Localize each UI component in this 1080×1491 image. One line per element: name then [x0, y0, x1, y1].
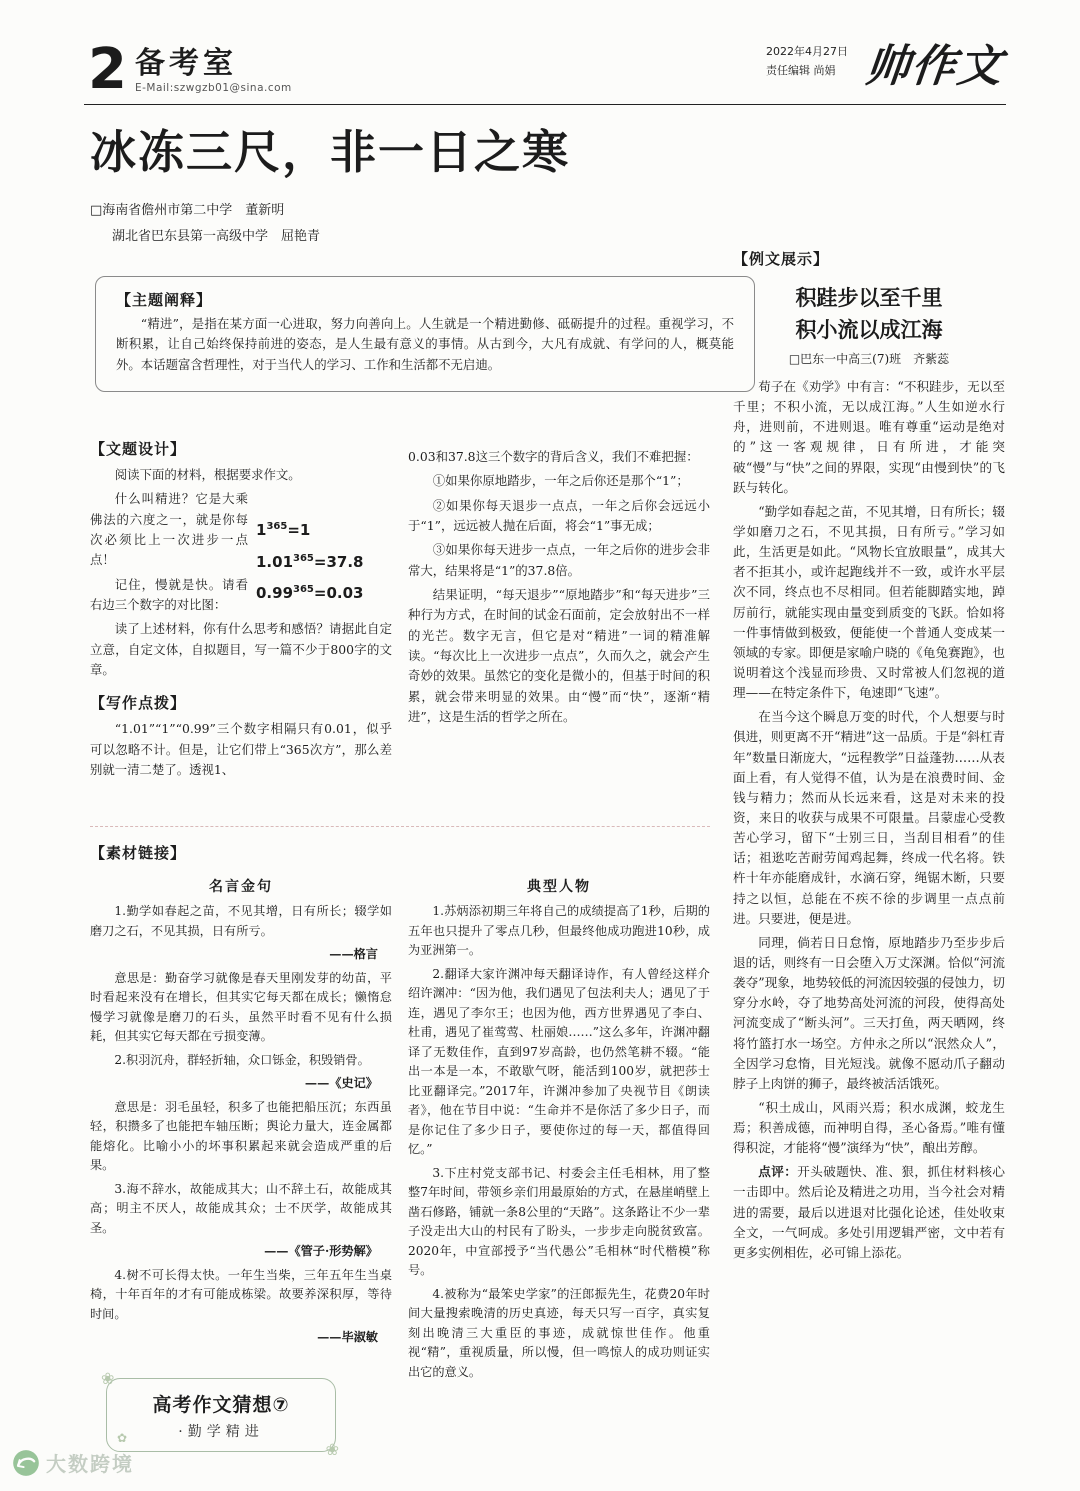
flower-icon: ✿ — [117, 1431, 128, 1445]
quote-source: ——毕淑敏 — [317, 1330, 378, 1345]
quote-source: ——《史记》 — [304, 1076, 378, 1091]
prompt-design-column — [90, 438, 392, 784]
essay-paragraph: 同理，倘若日日怠惰，原地踏步乃至步步后退的话，则终有一日会堕入万丈深渊。恰似“河流袭夺”现象，地势较低的河流因较强的侵蚀力，切穿分水岭，夺了地势高处河流的河段，使得高处河流变成了“断头河”。三天打鱼，两天晒网，终将竹篮打水一场空。方仲永之所以“泯然众人”，全因学习怠惰，目光短浅。就像不愿动爪子翻动脖子上肉饼的狮子，最终被活活饿死。 — [733, 934, 1005, 1091]
formula-result: =37.8 — [313, 552, 364, 571]
design-paragraph: 读了上述材料，你有什么思考和感悟？请据此自定立意，自定文体，自拟题目，写一篇不少于800字的文章。 — [90, 621, 392, 678]
author-line: □海南省儋州市第二中学 董新明 — [90, 203, 285, 218]
author-line: 湖北省巴东县第一高级中学 屈艳青 — [112, 229, 321, 244]
analysis-item: ②如果你每天退步一点点，一年之后你会远远小于“1”，远远被人抛在后面，将会“1”事无成； — [408, 497, 710, 534]
quote-meaning: 意思是：勤奋学习就像是春天里刚发芽的幼苗，平时看起来没有在增长，但其实它每天都在成长；懒惰怠慢学习就像是磨刀的石头，虽然平时看不见有什么损耗，但其实它每天都在亏损变薄。 — [90, 970, 392, 1044]
formula-stack — [256, 489, 392, 610]
page-number: 2 — [88, 37, 127, 103]
formula-row — [256, 578, 392, 610]
comment-label: 点评： — [758, 1164, 798, 1180]
quote-source: ——《管子·形势解》 — [264, 1244, 378, 1259]
section-header — [88, 37, 292, 103]
quote-source: ——格言 — [329, 947, 378, 962]
formula-row — [256, 547, 392, 579]
essay-paragraph: “勤学如春起之苗，不见其增，日有所长；辍学如磨刀之石，不见其损，日有所亏。”学习如此，生活更是如此。“风物长宜放眼量”，成其大者不拒其小，或许起跑线并不一致，或许水平层次不同，终点也不尽相同。但若能脚踏实地，踔厉前行，就能实现由量变到质变的飞跃。恰如将一件事情做到极致，便能使一个普通人变成某一领域的专家。即便是家喻户晓的《龟兔赛跑》，也说明着这个浅显而珍贵、又时常被人们忽视的道理——在特定条件下，龟速即“飞速”。 — [733, 503, 1005, 701]
theme-explanation-box — [95, 276, 755, 392]
essay-author: □巴东一中高三(7)班 齐紫蕊 — [788, 352, 950, 366]
quote-meaning: 意思是：羽毛虽轻，积多了也能把船压沉；东西虽轻，积攒多了也能把车轴压断；舆论力量大，连金属都能熔化。比喻小小的坏事积累起来就会造成严重的后果。 — [90, 1099, 392, 1173]
masthead-logo: 帅作文 — [862, 41, 1007, 92]
quote-item: 2.积羽沉舟，群轻折轴，众口铄金，积毁销骨。 — [114, 1052, 370, 1067]
brand-logo-icon — [12, 1449, 40, 1477]
formula-row — [256, 515, 392, 547]
formula-exponent: 365 — [293, 584, 314, 596]
pointer-body: “1.01”“1”“0.99”三个数字相隔只有0.01，似乎可以忽略不计。但是，让它们带上“365次方”，那么差别就一清二楚了。透视1、 — [90, 721, 392, 778]
essay-title-line: 积小流以成江海 — [795, 317, 943, 342]
comment-body: 开头破题快、准、狠，抓住材料核心一击即中。然后论及精进之功用，当今社会对精进的需要，最后以进退对比强化论述，佳处收束全文，一气呵成。多处引用逻辑严密，文中若有更多实例相佐，必可锦上添花。 — [733, 1164, 1006, 1260]
quote-item: 4.树不可长得太快。一年生当柴，三年五年生当桌椅，十年百年的才有可能成栋梁。故要养深积厚，等待时间。 — [90, 1267, 392, 1321]
formula-base: 1 — [256, 521, 267, 540]
flower-icon: ❀ — [101, 1369, 115, 1388]
people-item: 1.苏炳添初期三年将自己的成绩提高了1秒，后期的五年也只提升了零点几秒，但最终他成功跑进10秒，成为亚洲第一。 — [408, 904, 710, 958]
analysis-lead: 0.03和37.8这三个数字的背后含义，我们不难把握： — [408, 449, 699, 464]
materials-label: 【素材链接】 — [90, 844, 187, 862]
section-name: 备考室 — [134, 45, 237, 81]
essay-paragraph: 荀子在《劝学》中有言：“不积跬步，无以至千里；不积小流，无以成江海。”人生如逆水行舟，进则前，不进则退。唯有尊重“运动是绝对的”这一客观规律，日有所进，才能突破“慢”与“快”之间的界限，实现“由慢到快”的飞跃与转化。 — [733, 379, 1005, 495]
analysis-item: ①如果你原地踏步，一年之后你还是那个“1”； — [432, 473, 689, 489]
people-item: 3.下庄村党支部书记、村委会主任毛相林，用了整整7年时间，带领乡亲们用最原始的方式，在悬崖峭壁上凿石修路，铺就一条8公里的“天路”。这条路让不少一辈子没走出大山的村民有了盼头，一步步走向脱贫致富。2020年，中宣部授予“当代愚公”毛相林“时代楷模”称号。 — [408, 1165, 710, 1278]
quotes-header: 名言金句 — [209, 879, 273, 895]
contact-email: E-Mail:szwgzb01@sina.com — [134, 82, 292, 94]
header-divider — [84, 104, 1006, 105]
page-header — [88, 30, 1007, 103]
masthead-area — [766, 30, 1007, 94]
people-item: 4.被称为“最笨史学家”的汪郎振先生，花费20年时间大量搜索晚清的历史真迹，每天只写一百字，真实复刻出晚清三大重臣的事迹，成就惊世佳作。他重视“精”，重视质量，所以慢，但一鸣惊人的成功则证实出它的意义。 — [408, 1286, 710, 1379]
people-item: 2.翻译大家许渊冲每天翻译诗作，有人曾经这样介绍许渊冲：“因为他，我们遇见了包法利夫人；遇见了于连，遇见了李尔王；也因为他，西方世界遇见了李白、杜甫，遇见了崔莺莺、杜丽娘……”这么多年，许渊冲翻译了无数佳作，直到97岁高龄，也仍然笔耕不辍。“能出一本是一本，不敢歇气呀，能活到100岁，就把莎士比亚翻译完。”2017年，许渊冲参加了央视节目《朗读者》，他在节目中说：“生命并不是你活了多少日子，而是你记住了多少日子，要使你过的每一天，都值得回忆。” — [408, 966, 710, 1157]
theme-body: “精进”，是指在某方面一心进取，努力向善向上。人生就是一个精进勤修、砥砺提升的过程。重视学习，不断积累，让自己始终保持前进的姿态，是人生最有意义的事情。从古到今，大凡有成就、有学问的人，概莫能外。本话题富含哲理性，对于当代人的学习、工作和生活都不无启迪。 — [116, 316, 734, 372]
formula-base: 0.99 — [256, 584, 294, 603]
issue-date: 2022年4月27日 — [766, 45, 848, 59]
prediction-subtitle: ·勤学精进 — [178, 1423, 264, 1440]
essay-paragraph: “积土成山，风雨兴焉；积水成渊，蛟龙生焉；积善成德，而神明自得，圣心备焉。”唯有懂得积淀，才能将“慢”演绎为“快”，酿出芳醇。 — [733, 1099, 1005, 1156]
example-label: 【例文展示】 — [733, 250, 830, 268]
watermark — [12, 1448, 134, 1477]
section-divider — [90, 826, 710, 827]
article-headline-block — [90, 116, 730, 250]
typical-people-column — [408, 876, 710, 1386]
design-label: 【文题设计】 — [90, 440, 187, 458]
design-paragraph: 什么叫精进？它是大乘佛法的六度之一，就是你每次必须比上一次进步一点点！ — [90, 491, 248, 568]
flower-icon: ❀ — [325, 1440, 339, 1459]
pointer-label: 【写作点拨】 — [90, 694, 187, 713]
people-header: 典型人物 — [527, 879, 591, 895]
analysis-column — [408, 447, 710, 731]
famous-quotes-column — [90, 876, 392, 1352]
example-essay-column — [733, 248, 1005, 1267]
analysis-item: ③如果你每天进步一点点，一年之后你的进步会非常大，结果将是“1”的37.8倍。 — [408, 542, 710, 578]
article-title: 冰冻三尺，非一日之寒 — [90, 125, 570, 179]
essay-paragraph: 在当今这个瞬息万变的时代，个人想要与时俱进，则更离不开“精进”这一品质。于是“斜杠青年”数量日渐庞大，“远程教学”日益蓬勃……从表面上看，有人觉得不值，认为是在浪费时间、金钱与精力；然而从长远来看，这是对未来的投资，来日的收获与成果不可限量。吕蒙虚心受教苦心学习，留下“士别三日，当刮目相看”的佳话；祖逖吃苦耐劳闻鸡起舞，终成一代名将。铁杵十年亦能磨成针，水滴石穿，绳锯木断，只要持之以恒，总能在不疾不徐的步调里一点点前进。只要进，便是进。 — [733, 709, 1005, 926]
design-intro: 阅读下面的材料，根据要求作文。 — [114, 467, 301, 482]
quote-item: 3.海不辞水，故能成其大；山不辞土石，故能成其高；明主不厌人，故能成其众；士不厌学，故能成其圣。 — [90, 1181, 392, 1235]
essay-title-line: 积跬步以至千里 — [795, 286, 943, 310]
formula-result: =1 — [287, 521, 311, 540]
formula-base: 1.01 — [256, 552, 294, 571]
design-paragraph: 记住，慢就是快。请看右边三个数字的对比图： — [90, 576, 248, 613]
analysis-conclusion: 结果证明，“每天退步”“原地踏步”和“每天进步”三种行为方式，在时间的试金石面前，定会放射出不一样的光芒。数字无言，但它是对“精进”一词的精准解读。“每次比上一次进步一点点”，久而久之，就会产生奇妙的效果。虽然它的变化是微小的，但基于时间的积累，就会带来明显的效果。由“慢”而“快”，逐渐“精进”，这是生活的哲学之所在。 — [408, 587, 710, 725]
exam-prediction-box — [101, 1369, 339, 1459]
prediction-title: 高考作文猜想⑦ — [152, 1393, 290, 1416]
formula-exponent: 365 — [293, 552, 314, 564]
quote-item: 1.勤学如春起之苗，不见其增，日有所长；辍学如磨刀之石，不见其损，日有所亏。 — [90, 904, 392, 938]
watermark-brand: 大数跨境 — [46, 1452, 134, 1476]
formula-exponent: 365 — [266, 521, 288, 533]
essay-comment — [733, 1162, 1005, 1263]
editor-credit: 责任编辑 尚娟 — [766, 64, 836, 77]
theme-label: 【主题阐释】 — [116, 291, 213, 309]
formula-result: =0.03 — [313, 584, 364, 603]
